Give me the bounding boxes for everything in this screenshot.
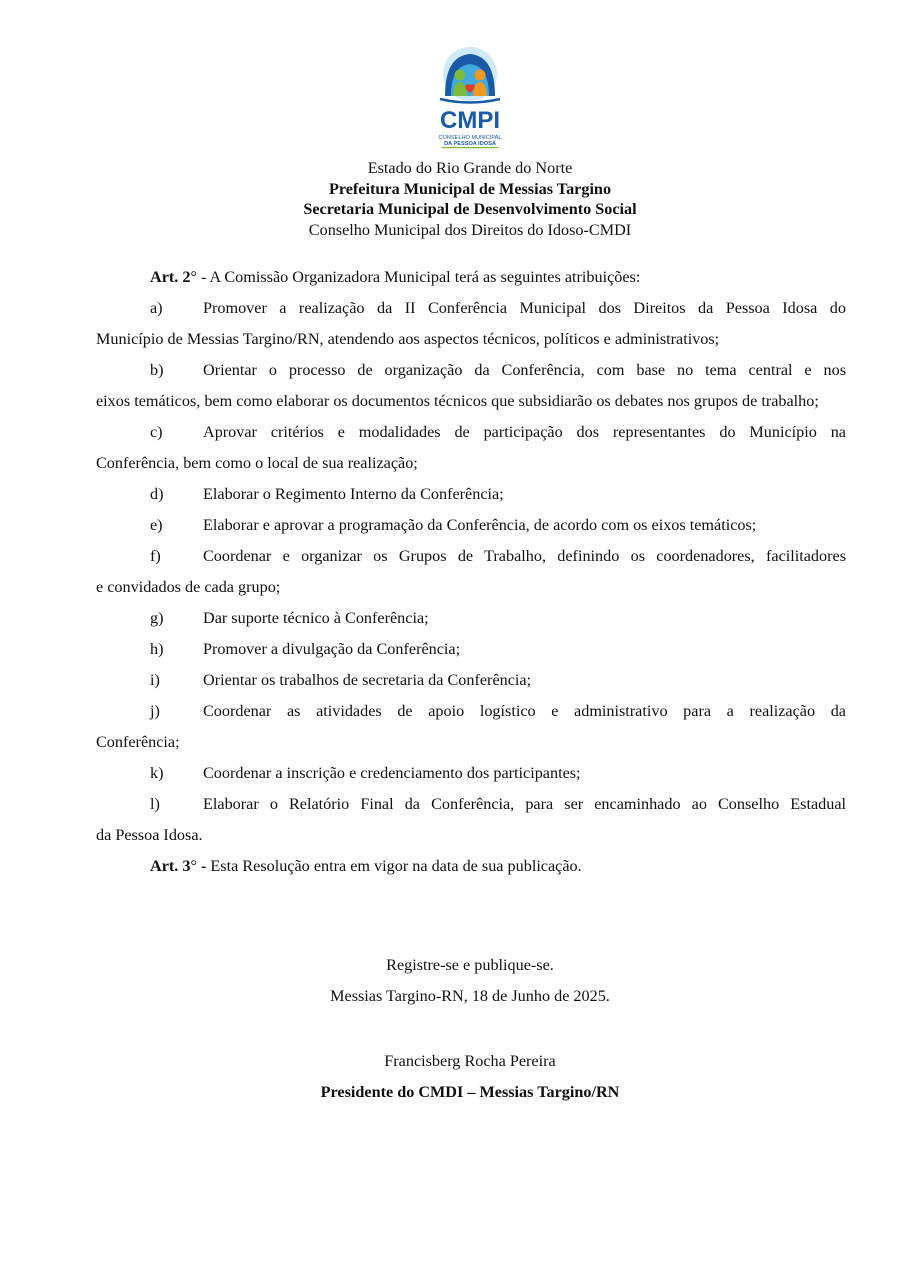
header-state: Estado do Rio Grande do Norte	[367, 159, 573, 177]
attribution-text: Dar suporte técnico à Conferência;	[203, 609, 429, 627]
attribution-item	[96, 541, 846, 572]
logo-title: CMPI	[440, 107, 500, 134]
attribution-item	[96, 293, 846, 324]
attribution-label: f)	[150, 547, 161, 565]
article-2-degree: °	[190, 268, 197, 286]
header-secretaria: Secretaria Municipal de Desenvolvimento Social	[303, 200, 637, 218]
attribution-item	[96, 758, 846, 789]
attribution-item	[96, 479, 846, 510]
attribution-label: b)	[150, 361, 164, 379]
attribution-text: Promover a divulgação da Conferência;	[203, 640, 461, 658]
document-closing	[0, 950, 900, 1108]
article-3	[96, 851, 846, 882]
document-body	[96, 262, 846, 882]
signer-role: Presidente do CMDI – Messias Targino/RN	[320, 1083, 620, 1101]
attribution-text-continued: e convidados de cada grupo;	[96, 578, 281, 596]
attribution-text-continued: Conferência;	[96, 733, 180, 751]
attribution-label: d)	[150, 485, 164, 503]
attribution-text: Orientar os trabalhos de secretaria da Conferência;	[203, 671, 532, 689]
attribution-text: Elaborar o Relatório Final da Conferência, para ser encaminhado ao Conselho Estadual	[203, 795, 846, 813]
article-3-dash: -	[196, 857, 207, 875]
attribution-text: Coordenar a inscrição e credenciamento dos participantes;	[203, 764, 581, 782]
attribution-text: Elaborar e aprovar a programação da Conferência, de acordo com os eixos temáticos;	[203, 516, 757, 534]
attribution-label: c)	[150, 423, 163, 441]
header-conselho: Conselho Municipal dos Direitos do Idoso-CMDI	[308, 220, 632, 239]
attribution-text: Coordenar e organizar os Grupos de Trabalho, definindo os coordenadores, facilitadores	[203, 547, 846, 565]
attribution-label: h)	[150, 640, 164, 658]
closing-place-date: Messias Targino-RN, 18 de Junho de 2025.	[330, 987, 610, 1005]
attribution-text: Coordenar as atividades de apoio logístico e administrativo para a realização da	[203, 702, 846, 720]
attribution-label: e)	[150, 516, 163, 534]
closing-register: Registre-se e publique-se.	[386, 956, 554, 974]
attribution-text-continued: Conferência, bem como o local de sua realização;	[96, 454, 418, 472]
attribution-text: Orientar o processo de organização da Conferência, com base no tema central e nos	[203, 361, 846, 379]
attribution-text: Elaborar o Regimento Interno da Conferência;	[203, 485, 504, 503]
cmpi-logo	[420, 44, 520, 152]
attribution-label: i)	[150, 671, 160, 689]
attribution-text-continued: Município de Messias Targino/RN, atendendo aos aspectos técnicos, políticos e administrativos;	[96, 330, 720, 348]
attributions-list	[96, 293, 846, 851]
attribution-label: g)	[150, 609, 164, 627]
article-2	[96, 262, 846, 293]
article-3-text: Esta Resolução entra em vigor na data de sua publicação.	[206, 857, 582, 875]
logo-subtitle-line2: DA PESSOA IDOSA	[444, 141, 496, 147]
header-prefeitura: Prefeitura Municipal de Messias Targino	[328, 179, 612, 198]
attribution-text: Aprovar critérios e modalidades de participação dos representantes do Município na	[203, 423, 846, 441]
attribution-text-continued: eixos temáticos, bem como elaborar os documentos técnicos que subsidiarão os debates nos grupos de trabalho;	[96, 392, 819, 410]
attribution-item	[96, 510, 846, 541]
attribution-label: l)	[150, 795, 160, 813]
document-header	[0, 158, 900, 240]
attribution-item	[96, 634, 846, 665]
attribution-item	[96, 696, 846, 727]
attribution-item	[96, 665, 846, 696]
article-3-label: Art. 3	[150, 857, 191, 875]
attribution-text: Promover a realização da II Conferência Municipal dos Direitos da Pessoa Idosa do	[203, 299, 846, 317]
attribution-label: k)	[150, 764, 164, 782]
attribution-item	[96, 789, 846, 820]
attribution-text-continued: da Pessoa Idosa.	[96, 826, 203, 844]
attribution-label: j)	[150, 702, 160, 720]
signer-name: Francisberg Rocha Pereira	[384, 1052, 556, 1070]
article-2-text: - A Comissão Organizadora Municipal terá as seguintes atribuições:	[196, 268, 641, 286]
article-3-degree: °	[190, 857, 197, 875]
article-2-label: Art. 2	[150, 268, 191, 286]
attribution-item	[96, 603, 846, 634]
attribution-item	[96, 355, 846, 386]
logo-subtitle-line1: CONSELHO MUNICIPAL	[438, 135, 502, 141]
attribution-item	[96, 417, 846, 448]
attribution-label: a)	[150, 299, 163, 317]
